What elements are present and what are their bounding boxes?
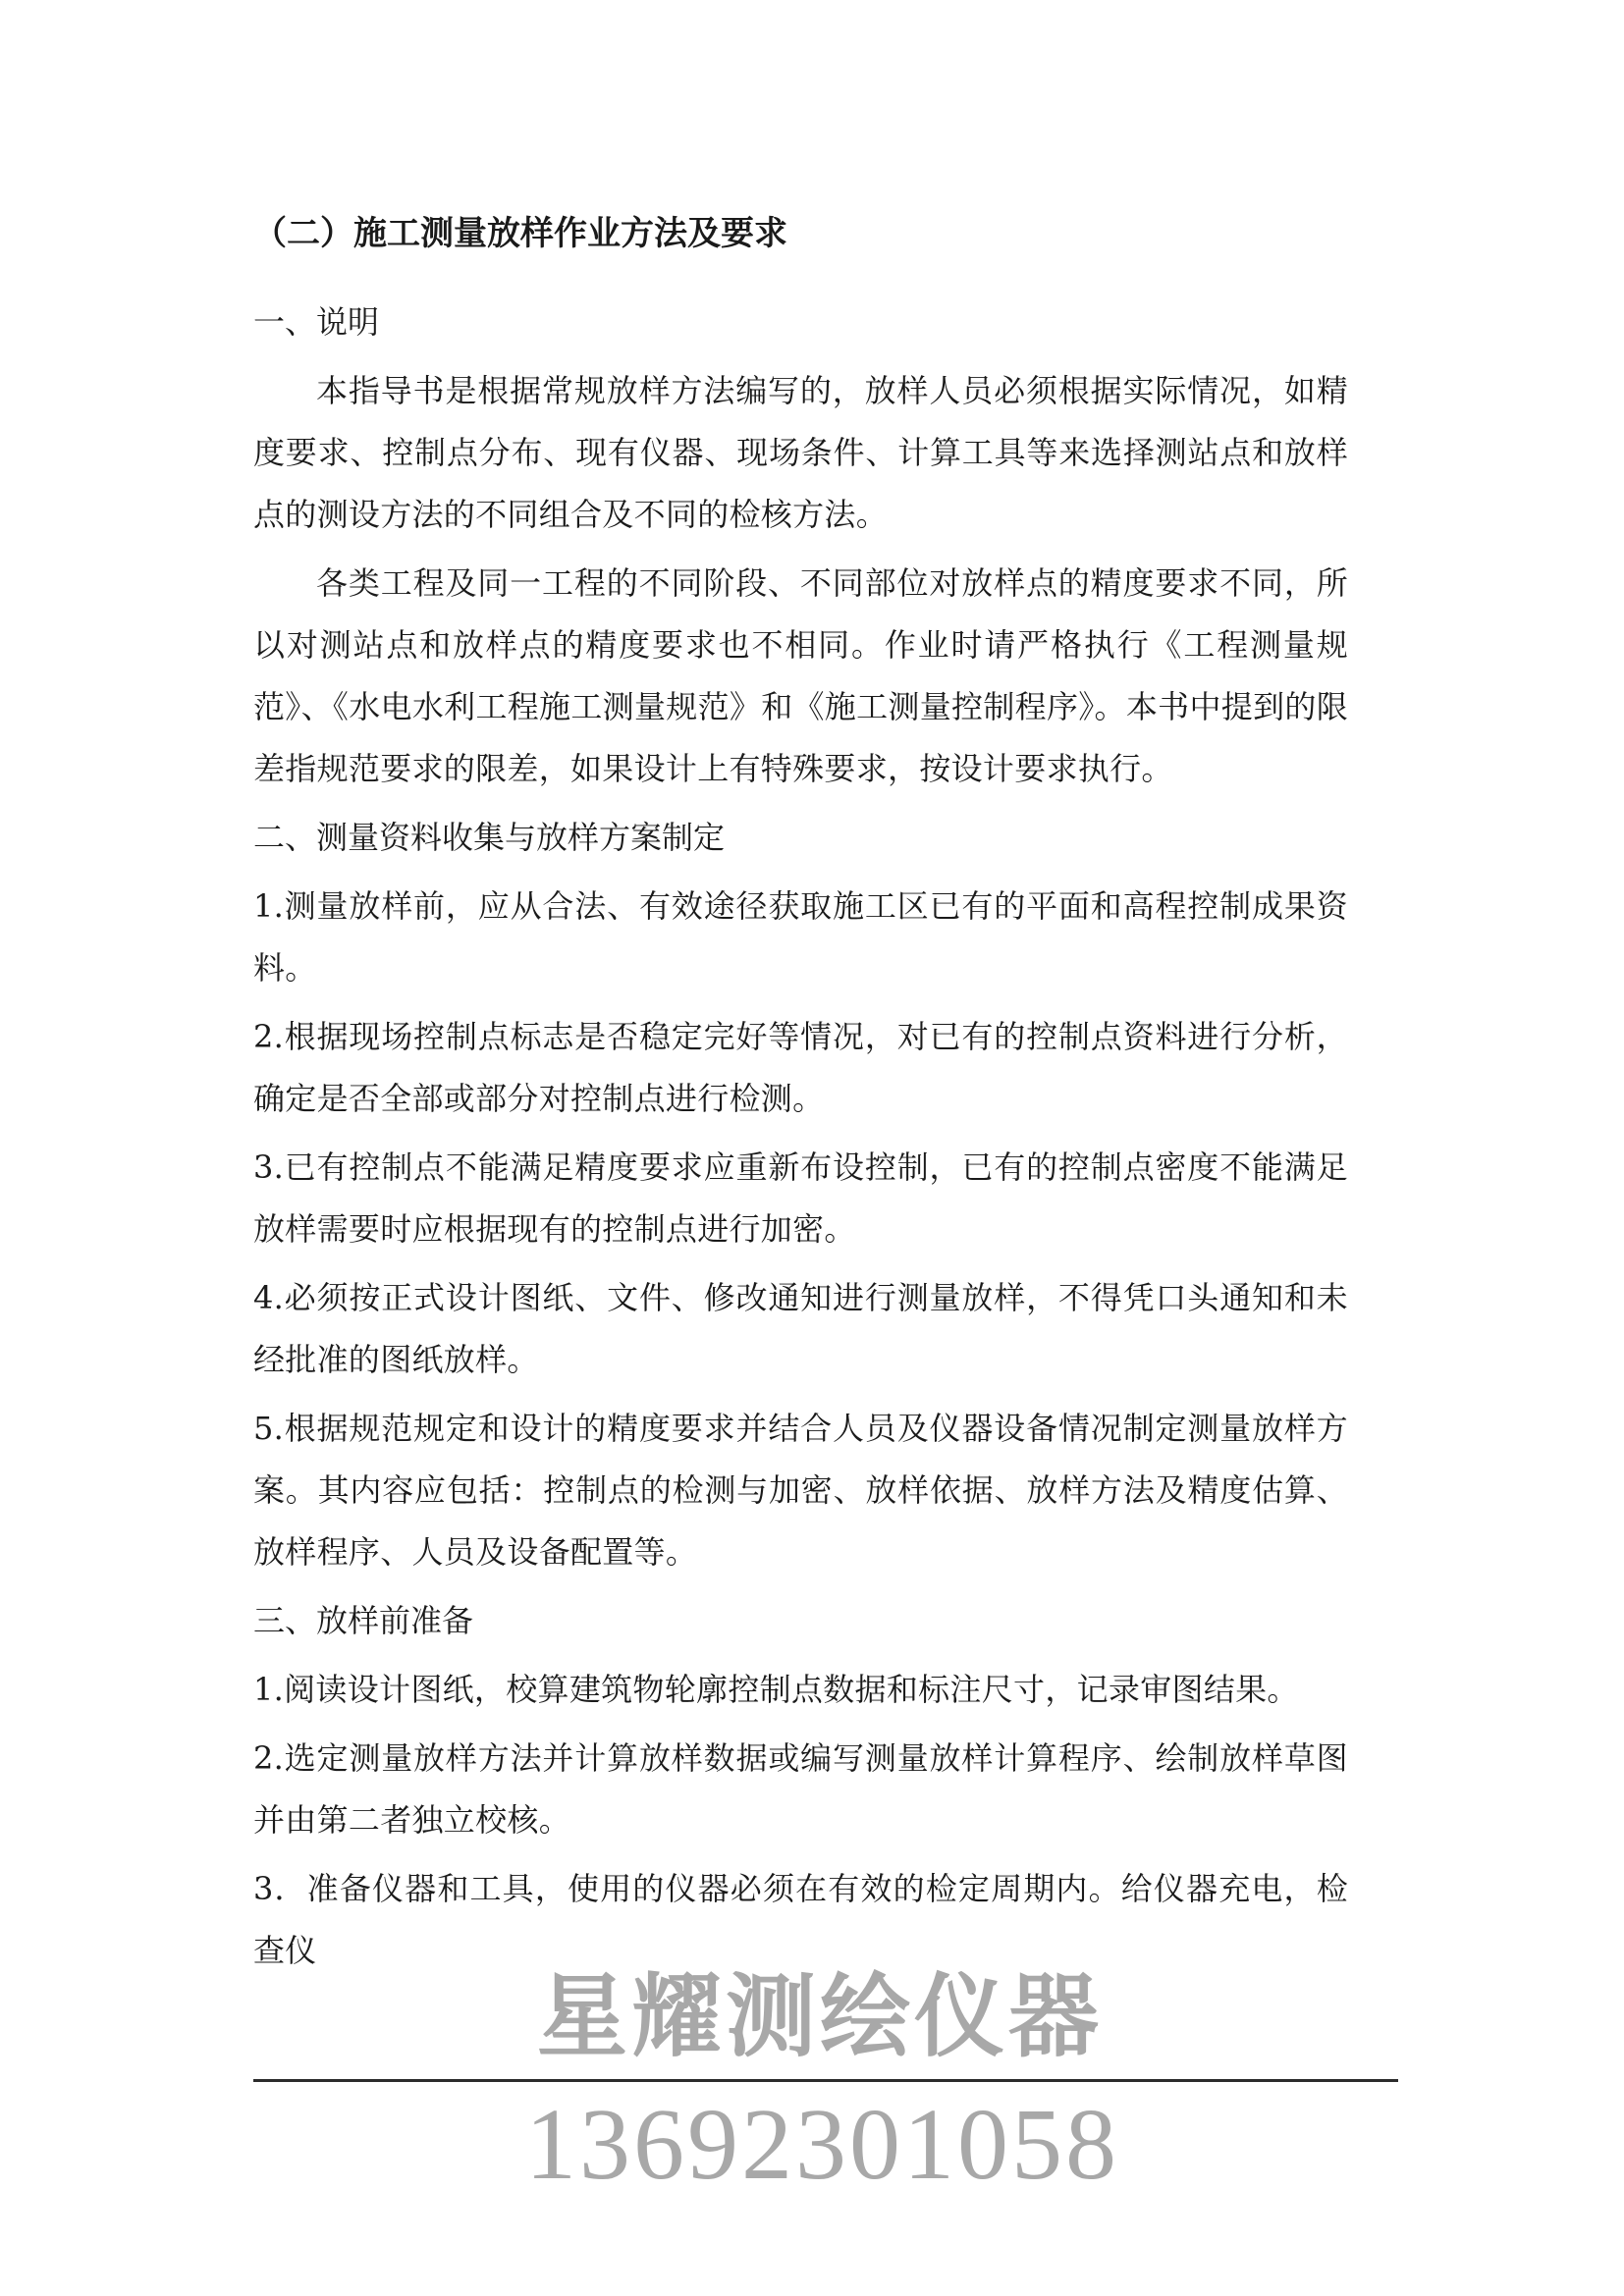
- list-item: 2.选定测量放样方法并计算放样数据或编写测量放样计算程序、绘制放样草图并由第二者独立校核。: [253, 1739, 1348, 1839]
- list-item: 3.已有控制点不能满足精度要求应重新布设控制，已有的控制点密度不能满足放样需要时应根据现有的控制点进行加密。: [253, 1148, 1348, 1248]
- section-heading-2: 二、测量资料收集与放样方案制定: [253, 819, 726, 856]
- document-body: [253, 206, 1348, 1989]
- watermark-divider: [253, 2079, 1398, 2082]
- section-heading-1: 一、说明: [253, 303, 380, 341]
- list-item: 1.阅读设计图纸，校算建筑物轮廓控制点数据和标注尺寸，记录审图结果。: [253, 1671, 1299, 1708]
- list-item: 2.根据现场控制点标志是否稳定完好等情况，对已有的控制点资料进行分析，确定是否全部或部分对控制点进行检测。: [253, 1018, 1348, 1117]
- watermark-company-name: 星耀测绘仪器: [536, 1964, 1103, 2069]
- list-item: 4.必须按正式设计图纸、文件、修改通知进行测量放样，不得凭口头通知和未经批准的图纸放样。: [253, 1279, 1348, 1378]
- paragraph: 各类工程及同一工程的不同阶段、不同部位对放样点的精度要求不同，所以对测站点和放样点的精度要求也不相同。作业时请严格执行《工程测量规范》、《水电水利工程施工测量规范》和《施工测量控制程序》。本书中提到的限差指规范要求的限差，如果设计上有特殊要求，按设计要求执行。: [253, 564, 1348, 787]
- paragraph: 本指导书是根据常规放样方法编写的，放样人员必须根据实际情况，如精度要求、控制点分布、现有仪器、现场条件、计算工具等来选择测站点和放样点的测设方法的不同组合及不同的检核方法。: [253, 372, 1348, 533]
- watermark-phone-number: 13692301058: [525, 2088, 1119, 2201]
- list-item: 5.根据规范规定和设计的精度要求并结合人员及仪器设备情况制定测量放样方案。其内容应包括：控制点的检测与加密、放样依据、放样方法及精度估算、放样程序、人员及设备配置等。: [253, 1410, 1348, 1571]
- list-item: 3．准备仪器和工具，使用的仪器必须在有效的检定周期内。给仪器充电，检查仪: [253, 1870, 1348, 1969]
- section-heading-3: 三、放样前准备: [253, 1602, 474, 1639]
- list-item: 1.测量放样前，应从合法、有效途径获取施工区已有的平面和高程控制成果资料。: [253, 887, 1348, 987]
- document-title: （二）施工测量放样作业方法及要求: [253, 214, 787, 253]
